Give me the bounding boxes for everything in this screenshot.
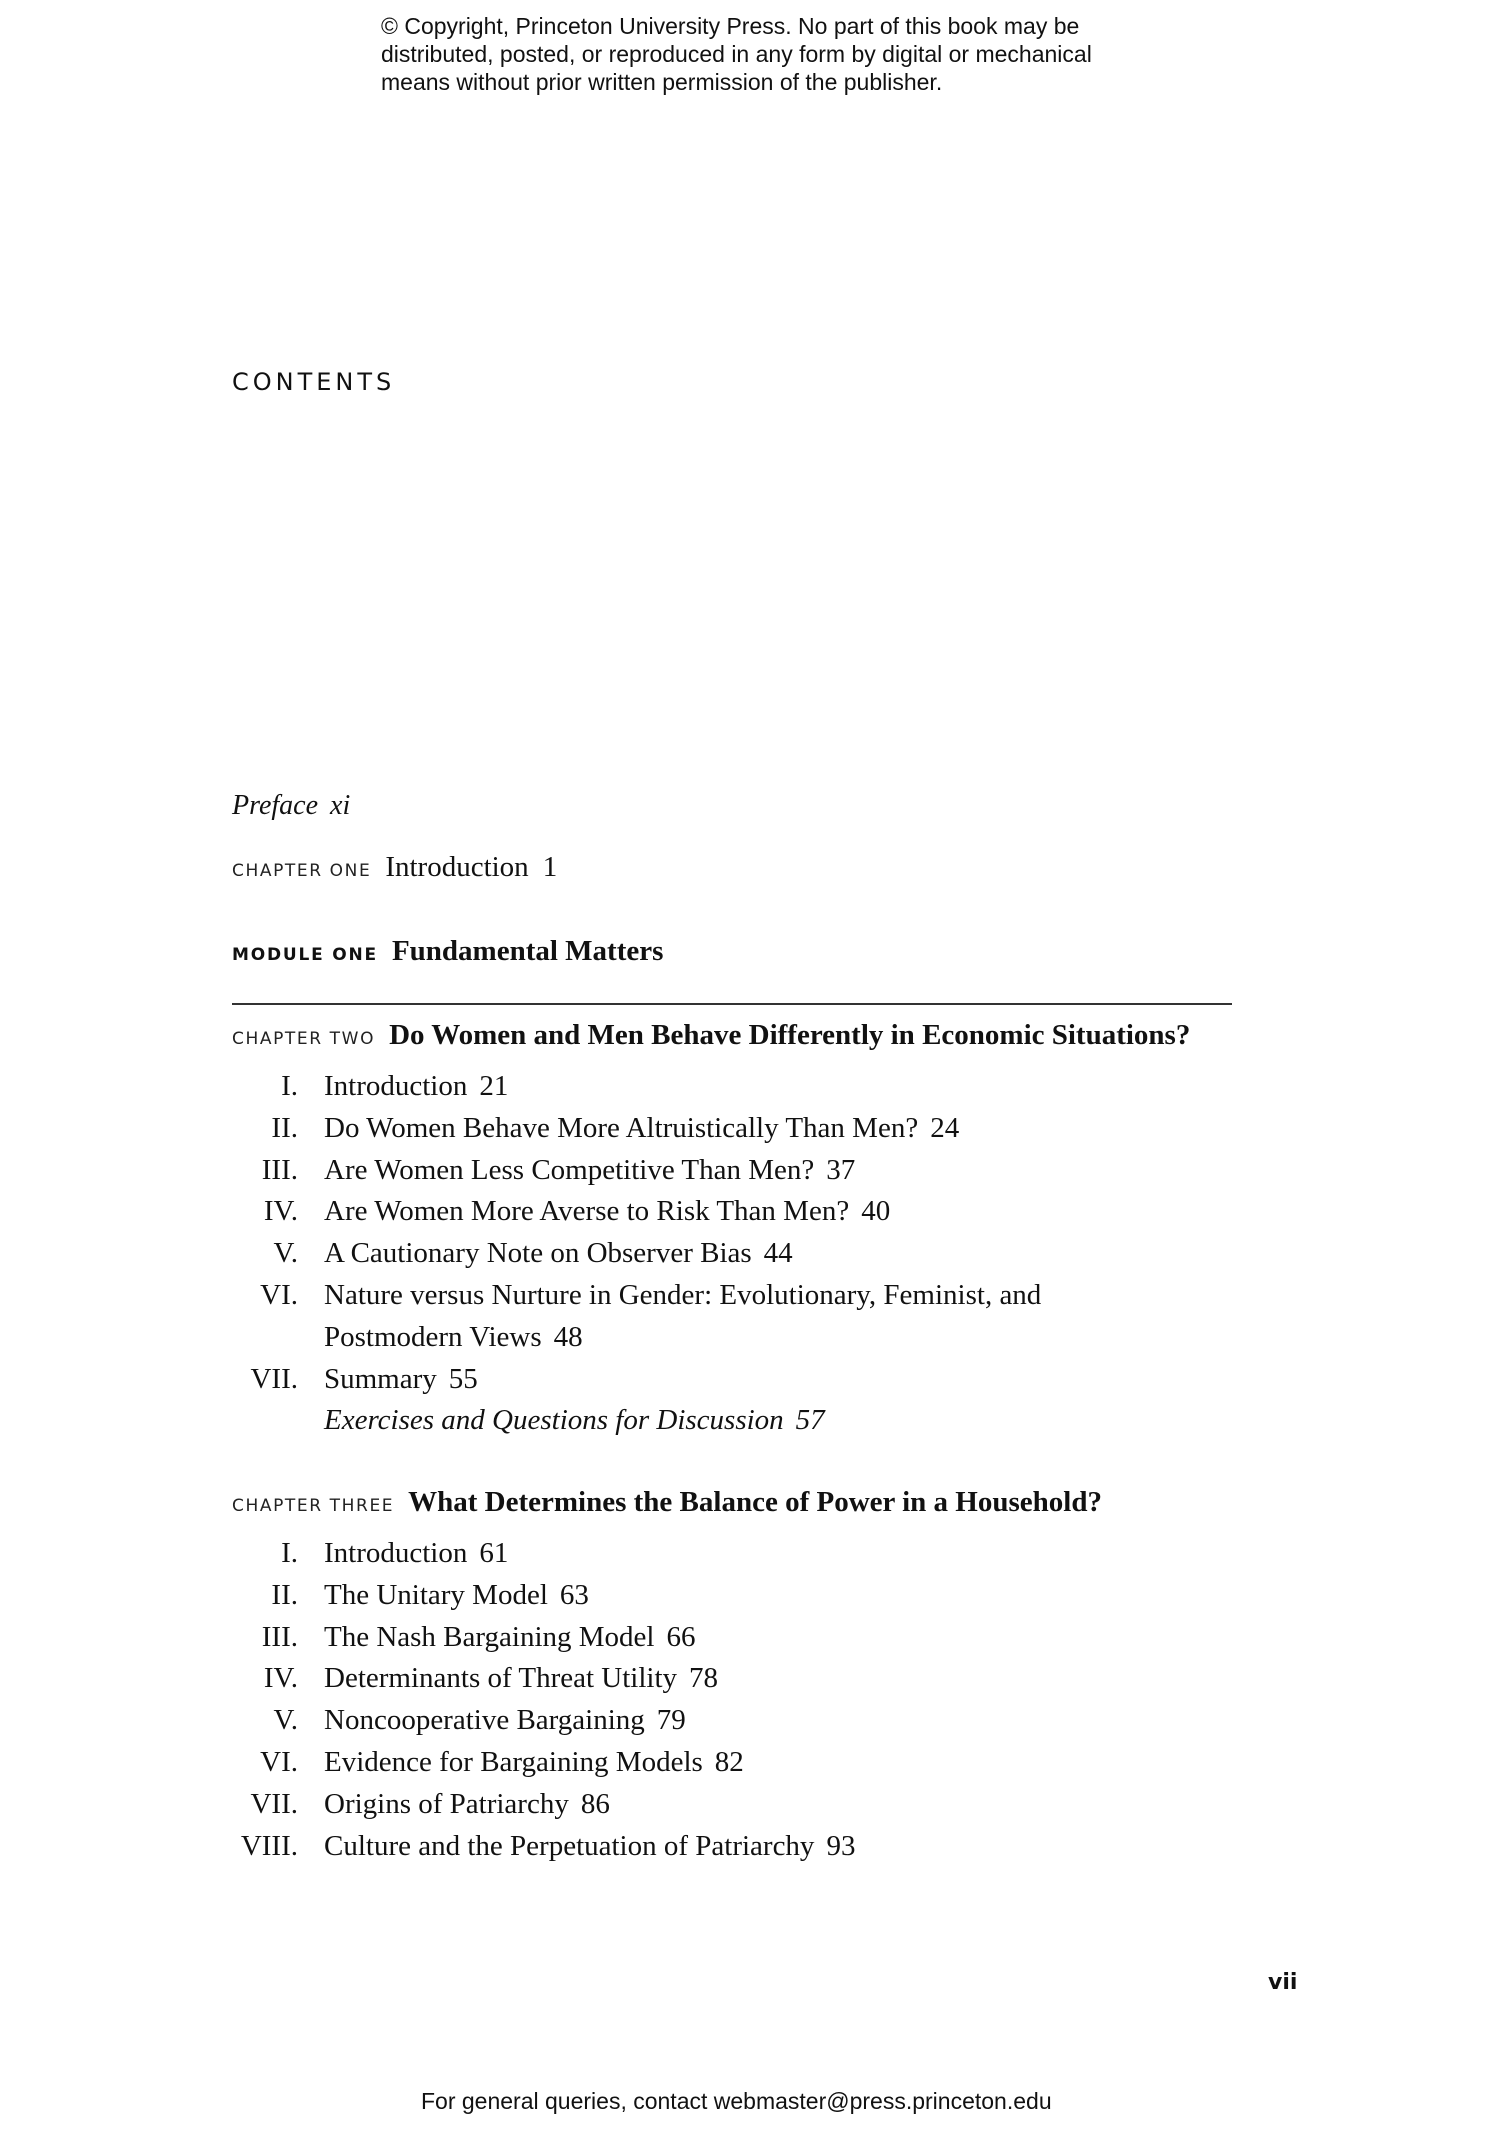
section-page: 66 bbox=[666, 1620, 696, 1653]
toc-section[interactable] bbox=[232, 1066, 1232, 1108]
toc-section[interactable] bbox=[232, 1742, 1232, 1784]
section-title: Are Women Less Competitive Than Men? bbox=[324, 1153, 815, 1186]
section-page: 55 bbox=[448, 1362, 478, 1395]
section-page: 48 bbox=[553, 1320, 583, 1353]
chapter-two-sections bbox=[232, 1066, 1232, 1442]
entry-title: Preface bbox=[232, 790, 319, 821]
chapter-title: Introduction bbox=[385, 851, 529, 883]
entry-page: xi bbox=[330, 790, 351, 821]
section-number bbox=[232, 1400, 324, 1442]
section-page: 37 bbox=[826, 1153, 856, 1186]
section-number: V. bbox=[273, 1704, 298, 1737]
toc-section[interactable] bbox=[232, 1359, 1232, 1401]
section-number: V. bbox=[273, 1237, 298, 1270]
section-title: Are Women More Averse to Risk Than Men? bbox=[324, 1195, 850, 1228]
section-number: II. bbox=[271, 1111, 298, 1144]
section-number: VII. bbox=[250, 1362, 298, 1395]
section-title: Nature versus Nurture in Gender: Evolutionary, Feminist, and Postmodern Views bbox=[324, 1278, 1042, 1353]
section-number: VIII. bbox=[240, 1829, 298, 1862]
section-title: Exercises and Questions for Discussion bbox=[324, 1404, 784, 1437]
toc-section[interactable] bbox=[232, 1575, 1232, 1617]
chapter-label: CHAPTER THREE bbox=[232, 1496, 395, 1516]
page-title: CONTENTS bbox=[232, 368, 396, 396]
toc-section[interactable] bbox=[232, 1826, 1232, 1868]
section-page: 63 bbox=[559, 1578, 589, 1611]
section-page: 79 bbox=[656, 1704, 686, 1737]
toc-section[interactable] bbox=[232, 1658, 1232, 1700]
section-number: I. bbox=[281, 1537, 298, 1569]
section-page: 93 bbox=[826, 1829, 856, 1862]
toc-entry-preface[interactable] bbox=[232, 790, 350, 822]
toc-section[interactable] bbox=[232, 1784, 1232, 1826]
section-page: 44 bbox=[763, 1237, 793, 1270]
module-title: Fundamental Matters bbox=[391, 935, 664, 967]
toc-section[interactable] bbox=[232, 1617, 1232, 1659]
section-page: 57 bbox=[795, 1404, 825, 1437]
section-page: 86 bbox=[580, 1787, 610, 1820]
section-title: Culture and the Perpetuation of Patriarchy bbox=[324, 1829, 815, 1862]
section-title: Introduction bbox=[324, 1537, 468, 1569]
module-divider bbox=[232, 1003, 1232, 1005]
toc-module-one bbox=[232, 935, 663, 968]
section-page: 78 bbox=[689, 1662, 719, 1695]
section-title: A Cautionary Note on Observer Bias bbox=[324, 1237, 752, 1270]
section-number: I. bbox=[281, 1070, 298, 1102]
section-number: III. bbox=[261, 1620, 298, 1653]
section-page: 82 bbox=[714, 1745, 744, 1778]
toc-section[interactable] bbox=[232, 1150, 1232, 1192]
section-title: Noncooperative Bargaining bbox=[324, 1704, 645, 1737]
section-page: 21 bbox=[479, 1070, 509, 1102]
toc-section[interactable] bbox=[232, 1191, 1232, 1233]
section-title: Summary bbox=[324, 1362, 437, 1395]
section-title: The Unitary Model bbox=[324, 1578, 548, 1611]
toc-entry-chapter-three[interactable] bbox=[232, 1486, 1102, 1519]
section-number: VI. bbox=[260, 1745, 298, 1778]
chapter-title: What Determines the Balance of Power in a Household? bbox=[408, 1486, 1102, 1518]
chapter-three-sections bbox=[232, 1533, 1232, 1867]
section-title: Do Women Behave More Altruistically Than Men? bbox=[324, 1111, 919, 1144]
module-label: MODULE ONE bbox=[232, 945, 378, 965]
section-number: III. bbox=[261, 1153, 298, 1186]
section-title: Evidence for Bargaining Models bbox=[324, 1745, 703, 1778]
page-number: vii bbox=[1268, 1970, 1298, 1995]
footer-contact: For general queries, contact webmaster@press.princeton.edu bbox=[421, 2088, 1052, 2114]
section-title: Origins of Patriarchy bbox=[324, 1787, 569, 1820]
entry-page: 1 bbox=[542, 851, 558, 883]
toc-section[interactable] bbox=[232, 1700, 1232, 1742]
toc-section[interactable] bbox=[232, 1275, 1232, 1359]
toc-entry-chapter-one[interactable] bbox=[232, 851, 557, 884]
section-number: VI. bbox=[260, 1278, 298, 1311]
section-page: 24 bbox=[930, 1111, 960, 1144]
toc-entry-chapter-two[interactable] bbox=[232, 1019, 1190, 1052]
section-page: 61 bbox=[479, 1537, 509, 1569]
section-title: The Nash Bargaining Model bbox=[324, 1620, 655, 1653]
chapter-label: CHAPTER TWO bbox=[232, 1029, 376, 1049]
section-number: IV. bbox=[263, 1195, 298, 1228]
section-title: Determinants of Threat Utility bbox=[324, 1662, 678, 1695]
copyright-notice bbox=[381, 12, 1161, 96]
toc-section-exercises[interactable] bbox=[232, 1400, 1232, 1442]
section-number: II. bbox=[271, 1578, 298, 1611]
copyright-line: © Copyright, Princeton University Press. No part of this book may be bbox=[381, 13, 1080, 39]
copyright-line: means without prior written permission of the publisher. bbox=[381, 69, 943, 95]
toc-section[interactable] bbox=[232, 1108, 1232, 1150]
chapter-title: Do Women and Men Behave Differently in Economic Situations? bbox=[389, 1019, 1191, 1051]
section-page: 40 bbox=[861, 1195, 891, 1228]
toc-section[interactable] bbox=[232, 1233, 1232, 1275]
section-title: Introduction bbox=[324, 1070, 468, 1102]
section-number: VII. bbox=[250, 1787, 298, 1820]
section-number: IV. bbox=[263, 1662, 298, 1695]
copyright-line: distributed, posted, or reproduced in any form by digital or mechanical bbox=[381, 41, 1092, 67]
toc-section[interactable] bbox=[232, 1533, 1232, 1575]
chapter-label: CHAPTER ONE bbox=[232, 861, 372, 881]
